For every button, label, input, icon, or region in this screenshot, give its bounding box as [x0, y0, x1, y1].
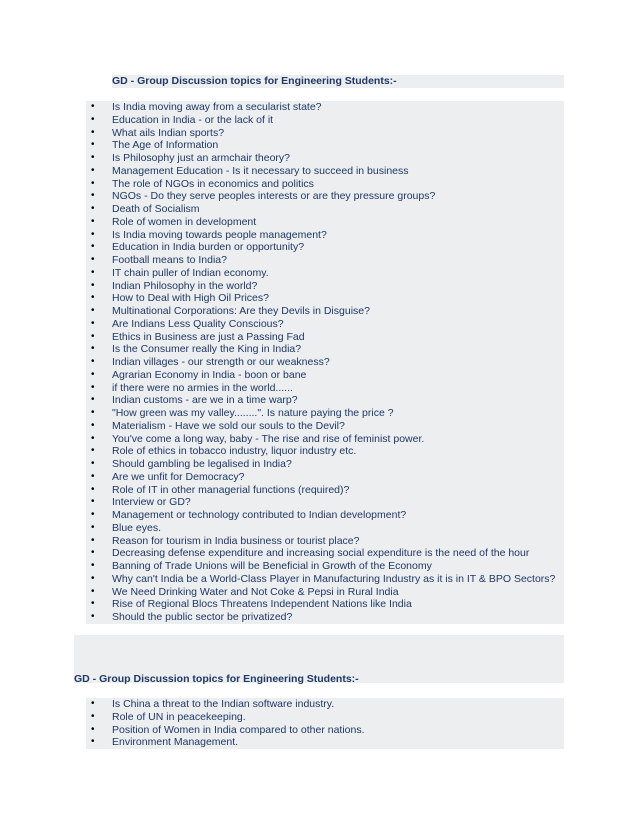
list-item-text: Indian Philosophy in the world? — [112, 279, 258, 292]
bullet-icon: • — [91, 458, 95, 469]
list-item — [86, 535, 564, 548]
list-item — [86, 190, 564, 203]
list-item-text: How to Deal with High Oil Prices? — [112, 292, 269, 305]
list-item-text: The Age of Information — [112, 139, 219, 152]
list-item — [86, 229, 564, 242]
bullet-icon: • — [91, 266, 95, 278]
list-item-text: Role of ethics in tobacco industry, liquor industry etc. — [112, 445, 357, 458]
list-item-text: Education in India burden or opportunity? — [112, 241, 305, 254]
list-item — [86, 165, 564, 178]
bullet-icon: • — [91, 343, 95, 355]
list-item — [86, 356, 564, 369]
list-item — [86, 305, 564, 318]
bullet-icon: • — [91, 139, 95, 151]
list-item — [86, 598, 564, 611]
list-item-text: Should gambling be legalised in India? — [112, 458, 292, 470]
list-item — [86, 573, 564, 586]
bullet-icon: • — [91, 228, 95, 240]
list-item — [86, 394, 564, 407]
section1-heading: GD - Group Discussion topics for Engineering Students:- — [112, 75, 564, 88]
bullet-icon: • — [91, 560, 95, 571]
bullet-icon: • — [91, 215, 95, 227]
list-item — [86, 254, 564, 267]
list-item — [86, 127, 564, 140]
list-item-text: Materialism - Have we sold our souls to the Devil? — [112, 419, 345, 432]
list-item — [86, 178, 564, 191]
list-item-text: Role of women in development — [112, 215, 257, 228]
list-item-text: Is China a threat to the Indian software industry. — [112, 698, 335, 710]
list-item — [86, 114, 564, 127]
bullet-icon: • — [91, 445, 95, 457]
bullet-icon: • — [91, 509, 95, 520]
bullet-icon: • — [91, 534, 95, 546]
list-item-text: Position of Women in India compared to other nations. — [112, 723, 365, 736]
list-item-text: if there were no armies in the world...... — [112, 381, 293, 394]
bullet-icon: • — [91, 572, 95, 584]
list-item — [86, 292, 564, 305]
list-item — [86, 152, 564, 165]
bullet-icon: • — [91, 101, 95, 112]
list-item-text: Reason for tourism in India business or tourist place? — [112, 534, 360, 547]
bullet-icon: • — [91, 113, 95, 125]
bullet-icon: • — [91, 254, 95, 265]
list-item — [86, 420, 564, 433]
list-item-text: Management Education - Is it necessary to succeed in business — [112, 164, 409, 177]
list-item — [86, 522, 564, 535]
list-item-text: What ails Indian sports? — [112, 126, 225, 139]
list-item-text: "How green was my valley........". Is nature paying the price ? — [112, 407, 394, 419]
list-item — [86, 509, 564, 522]
list-item-text: Football means to India? — [112, 254, 227, 266]
bullet-icon: • — [91, 547, 95, 559]
list-item — [86, 139, 564, 152]
list-item — [86, 101, 564, 114]
list-item-text: Role of UN in peacekeeping. — [112, 710, 246, 723]
bullet-icon: • — [91, 419, 95, 431]
list-item — [86, 547, 564, 560]
list-item-text: Are we unfit for Democracy? — [112, 470, 245, 483]
bullet-icon: • — [91, 432, 95, 444]
list-item — [86, 484, 564, 497]
list-item-text: Are Indians Less Quality Conscious? — [112, 317, 284, 330]
list-item-text: Indian customs - are we in a time warp? — [112, 394, 298, 407]
bullet-icon: • — [91, 710, 95, 722]
bullet-icon: • — [91, 585, 95, 597]
list-item — [86, 586, 564, 599]
list-item-text: Should the public sector be privatized? — [112, 611, 293, 623]
list-item — [86, 698, 564, 711]
bullet-icon: • — [91, 611, 95, 622]
list-item — [86, 407, 564, 420]
section2-heading: GD - Group Discussion topics for Engineering Students:- — [74, 673, 359, 685]
list-item — [86, 471, 564, 484]
list-item-text: We Need Drinking Water and Not Coke & Pepsi in Rural India — [112, 585, 399, 598]
list-item-text: Indian villages - our strength or our weakness? — [112, 356, 330, 368]
list-item-text: Banning of Trade Unions will be Beneficial in Growth of the Economy — [112, 560, 432, 572]
bullet-icon: • — [91, 330, 95, 342]
list-item — [86, 267, 564, 280]
list-item-text: Decreasing defense expenditure and increasing social expenditure is the need of the hour — [112, 547, 530, 560]
bullet-icon: • — [91, 394, 95, 406]
list-item-text: Agrarian Economy in India - boon or bane — [112, 368, 307, 381]
list-item-text: Is the Consumer really the King in India? — [112, 343, 302, 356]
list-item-text: Rise of Regional Blocs Threatens Independent Nations like India — [112, 598, 412, 611]
list-item-text: NGOs - Do they serve peoples interests or are they pressure groups? — [112, 190, 436, 203]
bullet-icon: • — [91, 470, 95, 482]
bullet-icon: • — [91, 317, 95, 329]
bullet-icon: • — [91, 483, 95, 495]
list-item-text: Is India moving towards people management? — [112, 228, 327, 241]
list-item-text: Death of Socialism — [112, 203, 200, 215]
list-item — [86, 343, 564, 356]
list-item — [86, 611, 564, 624]
list-item — [86, 203, 564, 216]
bullet-icon: • — [91, 279, 95, 291]
list-item-text: Is Philosophy just an armchair theory? — [112, 152, 291, 164]
list-item — [86, 241, 564, 254]
list-item — [86, 369, 564, 382]
list-item — [86, 724, 564, 737]
list-item-text: Education in India - or the lack of it — [112, 113, 274, 126]
list-item-text: Management or technology contributed to Indian development? — [112, 509, 407, 521]
bullet-icon: • — [91, 598, 95, 610]
list-item — [86, 560, 564, 573]
list-item — [86, 433, 564, 446]
bullet-icon: • — [91, 190, 95, 202]
list-item-text: Interview or GD? — [112, 496, 191, 509]
list-item — [86, 496, 564, 509]
list-item — [86, 711, 564, 724]
list-item-text: Environment Management. — [112, 736, 239, 749]
bullet-icon: • — [91, 407, 95, 418]
bullet-icon: • — [91, 126, 95, 138]
list-item-text: Blue eyes. — [112, 521, 162, 534]
list-item — [86, 445, 564, 458]
list-item — [86, 318, 564, 331]
bullet-icon: • — [91, 381, 95, 393]
bullet-icon: • — [91, 698, 95, 709]
list-item — [86, 736, 564, 749]
bullet-icon: • — [91, 292, 95, 304]
section1-topic-list — [86, 101, 564, 624]
bullet-icon: • — [91, 305, 95, 316]
list-item — [86, 280, 564, 293]
list-item-text: The role of NGOs in economics and politics — [112, 177, 314, 190]
list-item — [86, 331, 564, 344]
bullet-icon: • — [91, 152, 95, 163]
bullet-icon: • — [91, 723, 95, 735]
list-item-text: Role of IT in other managerial functions (required)? — [112, 483, 350, 496]
list-item-text: Is India moving away from a secularist state? — [112, 101, 322, 113]
bullet-icon: • — [91, 164, 95, 176]
list-item-text: Ethics in Business are just a Passing Fad — [112, 330, 305, 343]
bullet-icon: • — [91, 736, 95, 748]
bullet-icon: • — [91, 241, 95, 253]
bullet-icon: • — [91, 203, 95, 214]
list-item — [86, 382, 564, 395]
list-item — [86, 458, 564, 471]
bullet-icon: • — [91, 496, 95, 508]
list-item-text: Multinational Corporations: Are they Devils in Disguise? — [112, 305, 370, 317]
list-item-text: IT chain puller of Indian economy. — [112, 266, 269, 279]
bullet-icon: • — [91, 356, 95, 367]
bullet-icon: • — [91, 177, 95, 189]
bullet-icon: • — [91, 368, 95, 380]
section2-topic-list — [86, 698, 564, 749]
list-item-text: You've come a long way, baby - The rise and rise of feminist power. — [112, 432, 425, 445]
list-item-text: Why can't India be a World-Class Player in Manufacturing Industry as it is in IT & BPO Sectors? — [112, 572, 556, 585]
bullet-icon: • — [91, 521, 95, 533]
list-item — [86, 216, 564, 229]
